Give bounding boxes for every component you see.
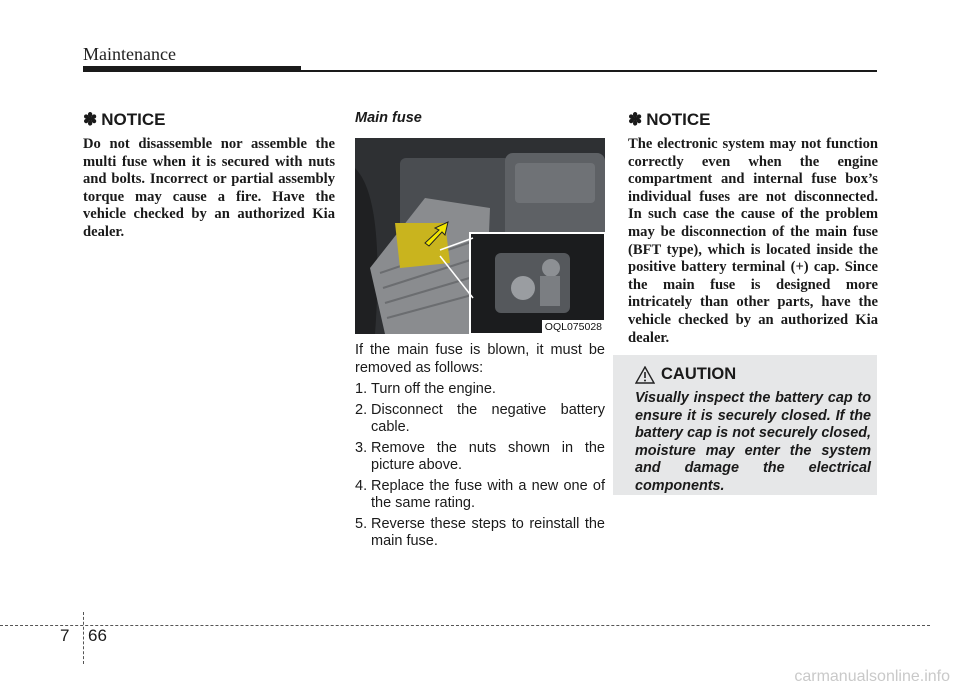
caution-heading-text: CAUTION bbox=[661, 365, 737, 383]
caution-body: Visually inspect the battery cap to ensure it is securely closed. If the battery cap is not securely closed, moisture may enter the system and damage the electrical components. bbox=[635, 390, 871, 494]
step-number: 5. bbox=[355, 515, 368, 532]
notice-right bbox=[628, 110, 878, 347]
notice-left-heading bbox=[83, 110, 335, 130]
step-number: 3. bbox=[355, 439, 368, 456]
list-item bbox=[355, 381, 605, 399]
notice-right-heading bbox=[628, 110, 878, 130]
notice-right-heading-text: NOTICE bbox=[646, 110, 711, 129]
list-item bbox=[355, 516, 605, 551]
caution-heading bbox=[635, 365, 736, 384]
list-item bbox=[355, 440, 605, 475]
chapter-number: 7 bbox=[60, 626, 70, 645]
notice-left-heading-text: NOTICE bbox=[101, 110, 166, 129]
header-rule-thick bbox=[83, 66, 301, 72]
header-title: Maintenance bbox=[83, 44, 176, 64]
caution-box bbox=[613, 355, 877, 495]
engine-fuse-illustration bbox=[355, 138, 605, 334]
footer-divider bbox=[83, 612, 84, 664]
warning-triangle-icon bbox=[635, 366, 655, 384]
main-fuse-section bbox=[355, 110, 605, 551]
footer-rule bbox=[0, 625, 930, 626]
step-text: Remove the nuts shown in the picture above. bbox=[371, 439, 605, 473]
step-text: Turn off the engine. bbox=[371, 381, 496, 397]
list-item bbox=[355, 402, 605, 437]
notice-left bbox=[83, 110, 335, 242]
main-fuse-steps bbox=[355, 381, 605, 551]
notice-star-icon: ✽ bbox=[83, 110, 98, 129]
page-number: 66 bbox=[88, 626, 107, 645]
watermark: carmanualsonline.info bbox=[794, 668, 950, 685]
photo-code-label: OQL075028 bbox=[542, 320, 605, 334]
engine-fuse-photo bbox=[355, 138, 605, 334]
list-item bbox=[355, 478, 605, 513]
step-number: 1. bbox=[355, 381, 368, 397]
step-number: 2. bbox=[355, 401, 368, 418]
main-fuse-title: Main fuse bbox=[355, 110, 422, 126]
header-rule-thin bbox=[301, 70, 877, 72]
notice-star-icon: ✽ bbox=[628, 110, 643, 129]
step-text: Reverse these steps to reinstall the main fuse. bbox=[371, 515, 605, 549]
main-fuse-intro: If the main fuse is blown, it must be removed as follows: bbox=[355, 342, 605, 376]
step-text: Replace the fuse with a new one of the same rating. bbox=[371, 477, 605, 511]
notice-right-body: The electronic system may not function correctly even when the engine compartment and internal fuse box’s individual fuses are not disconnected. In such case the cause of the problem may be disconnection of the main fuse (BFT type), which is located inside the positive battery terminal (+) cap. Since the main fuse is designed more intricately than other parts, have the vehicle checked by an authorized Kia dealer. bbox=[628, 136, 878, 346]
step-text: Disconnect the negative battery cable. bbox=[371, 401, 605, 435]
notice-left-body: Do not disassemble nor assemble the multi fuse when it is secured with nuts and bolts. Incorrect or partial assembly torque may cause a fire. Have the vehicle checked by an authorized Kia dealer. bbox=[83, 136, 335, 240]
step-number: 4. bbox=[355, 477, 368, 494]
